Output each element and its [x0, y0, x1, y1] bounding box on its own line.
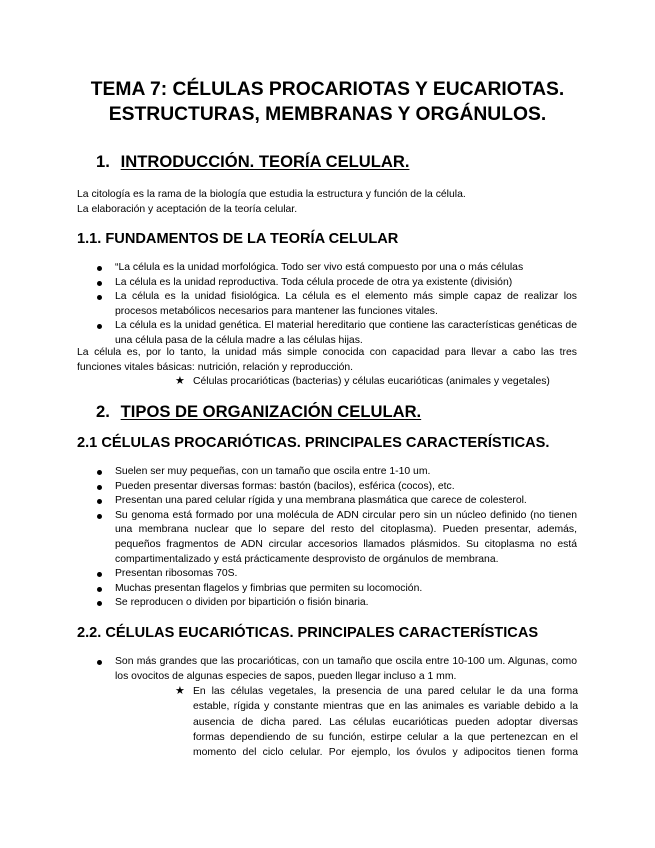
bullet-icon — [97, 485, 102, 490]
subsection-2-1-heading: 2.1 CÉLULAS PROCARIÓTICAS. PRINCIPALES CARACTERÍSTICAS. — [77, 435, 550, 451]
section-2-title: TIPOS DE ORGANIZACIÓN CELULAR. — [120, 402, 422, 421]
list-item: Presentan una pared celular rígida y una membrana plasmática que carece de colesterol. — [77, 494, 577, 509]
bullet-icon — [97, 601, 102, 606]
bullet-icon — [97, 572, 102, 577]
section-2-heading — [96, 402, 421, 422]
list-item: “La célula es la unidad morfológica. Todo ser vivo está compuesto por una o más células — [77, 261, 577, 276]
title-line-1: TEMA 7: CÉLULAS PROCARIOTAS Y EUCARIOTAS. — [90, 79, 565, 100]
section-1-heading — [96, 152, 409, 172]
intro-line-1: La citología es la rama de la biología que estudia la estructura y función de la célula. — [77, 189, 466, 200]
subsection-1-1-heading: 1.1. FUNDAMENTOS DE LA TEORÍA CELULAR — [77, 231, 399, 247]
bullet-icon — [97, 295, 102, 300]
prokaryote-list — [77, 465, 577, 611]
bullet-icon — [97, 587, 102, 592]
title-line-2: ESTRUCTURAS, MEMBRANAS Y ORGÁNULOS. — [108, 104, 547, 125]
list-item: La célula es la unidad genética. El material hereditario que contiene las características genéticas de una célula pasa de la célula madre a las células hijas. — [77, 319, 577, 348]
document-title — [40, 77, 615, 127]
subsection-2-2-heading: 2.2. CÉLULAS EUCARIÓTICAS. PRINCIPALES CARACTERÍSTICAS — [77, 625, 539, 641]
bullet-icon — [97, 514, 102, 519]
intro-line-2: La elaboración y aceptación de la teoría celular. — [77, 204, 298, 215]
conclusion-paragraph: La célula es, por lo tanto, la unidad más simple conocida con capacidad para llevar a cabo las tres funciones vitales básicas: nutrición, relación y reproducción. — [77, 347, 577, 373]
bullet-icon — [97, 660, 102, 665]
list-item: Su genoma está formado por una molécula de ADN circular pero sin un núcleo definido (no tienen una membrana nuclear que lo separe del resto del citoplasma). Pueden presentar, además, pequeños fragmentos de ADN circular accesorios llamados plásmidos. Su citoplasma no está compartimentalizado y está prácticamente desprovisto de orgánulos de membrana. — [77, 509, 577, 567]
bullet-icon — [97, 499, 102, 504]
list-item: Son más grandes que las procarióticas, con un tamaño que oscila entre 10-100 um. Algunas, como los ovocitos de algunas especies de sapos, pueden llegar incluso a 1 mm. — [77, 655, 577, 684]
list-item: La célula es la unidad fisiológica. La célula es el elemento más simple capaz de realizar los procesos metabólicos necesarios para mantener las funciones vitales. — [77, 290, 577, 319]
bullet-icon — [97, 470, 102, 475]
star-icon: ★ — [175, 685, 185, 697]
star-item: ★ Células procarióticas (bacterias) y células eucarióticas (animales y vegetales) — [175, 375, 550, 387]
intro-paragraph — [77, 187, 577, 217]
section-1-number: 1. — [96, 152, 110, 171]
bullet-icon — [97, 266, 102, 271]
list-item: Pueden presentar diversas formas: bastón (bacilos), esférica (cocos), etc. — [77, 480, 577, 495]
list-item: Muchas presentan flagelos y fimbrias que permiten su locomoción. — [77, 582, 577, 597]
list-item: Suelen ser muy pequeñas, con un tamaño que oscila entre 1-10 um. — [77, 465, 577, 480]
section-2-number: 2. — [96, 402, 110, 421]
star-icon: ★ — [175, 375, 185, 387]
list-item: Se reproducen o dividen por bipartición o fisión binaria. — [77, 596, 577, 611]
bullet-icon — [97, 281, 102, 286]
bullet-icon — [97, 324, 102, 329]
eukaryote-star-item: ★ En las células vegetales, la presencia de una pared celular le da una forma estable, rígida y constante mientras que en las animales es variable debido a la ausencia de dicha pared. Las células eucarióticas pueden adoptar diversas formas dependiendo de su función, estirpe celular a la que pertenezcan en el momento del ciclo celular. Por ejemplo, los óvulos y adipocitos tienen forma — [175, 685, 578, 759]
list-item: Presentan ribosomas 70S. — [77, 567, 577, 582]
list-item: La célula es la unidad reproductiva. Toda célula procede de otra ya existente (división) — [77, 276, 577, 291]
eukaryote-list — [77, 655, 577, 684]
cell-theory-list — [77, 261, 577, 349]
section-1-title: INTRODUCCIÓN. TEORÍA CELULAR. — [120, 152, 410, 171]
